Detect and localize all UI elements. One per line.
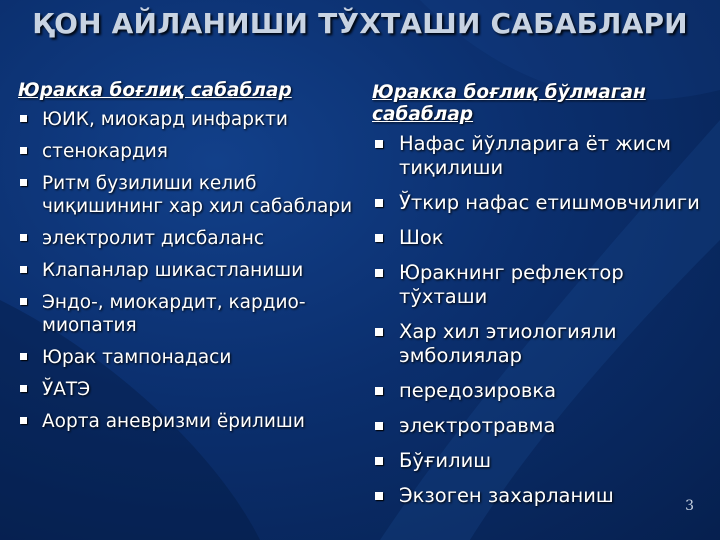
bullet-icon	[20, 266, 27, 273]
bullet-icon	[375, 422, 383, 430]
bullet-icon	[20, 147, 27, 154]
page-number: 3	[685, 498, 694, 514]
bullet-icon	[20, 179, 27, 186]
list-item: электролит дисбаланс	[18, 227, 358, 250]
right-item-list	[372, 132, 702, 508]
list-item: Аорта аневризми ёрилиши	[18, 410, 358, 433]
bullet-icon	[375, 328, 383, 336]
list-item: передозировка	[372, 379, 702, 403]
right-column-heading: Юракка боғлиқ бўлмаган сабаблар	[372, 82, 646, 125]
bullet-icon	[375, 387, 383, 395]
slide-title: ҚОН АЙЛАНИШИ ТЎХТАШИ САБАБЛАРИ	[32, 7, 688, 40]
list-item: Эндо-, миокардит, кардио-миопатия	[18, 291, 358, 337]
list-item: Ўткир нафас етишмовчилиги	[372, 191, 702, 215]
list-item: Клапанлар шикастланиши	[18, 259, 358, 282]
list-item: Ритм бузилиши келиб чиқишининг хар хил сабаблари	[18, 172, 358, 218]
bullet-icon	[375, 492, 383, 500]
list-item: Нафас йўлларига ёт жисм тиқилиши	[372, 132, 702, 180]
list-item: ЮИК, миокард инфаркти	[18, 108, 358, 131]
list-item: Юрак тампонадаси	[18, 346, 358, 369]
bullet-icon	[375, 457, 383, 465]
right-column	[372, 82, 702, 519]
list-item: электротравма	[372, 414, 702, 438]
list-item: Шок	[372, 226, 702, 250]
bullet-icon	[20, 417, 27, 424]
list-item: Экзоген захарланиш	[372, 484, 702, 508]
list-item: Бўғилиш	[372, 449, 702, 473]
bullet-icon	[375, 234, 383, 242]
bullet-icon	[20, 234, 27, 241]
bullet-icon	[20, 298, 27, 305]
list-item: Юракнинг рефлектор тўхташи	[372, 261, 702, 309]
bullet-icon	[20, 353, 27, 360]
list-item: Хар хил этиологияли эмболиялар	[372, 320, 702, 368]
list-item: стенокардия	[18, 140, 358, 163]
bullet-icon	[375, 269, 383, 277]
bullet-icon	[20, 385, 27, 392]
bullet-icon	[375, 199, 383, 207]
bullet-icon	[375, 140, 383, 148]
list-item: ЎАТЭ	[18, 378, 358, 401]
left-column-heading: Юракка боғлиқ сабаблар	[18, 80, 292, 101]
left-item-list	[18, 108, 358, 433]
left-column	[18, 82, 358, 442]
bullet-icon	[20, 115, 27, 122]
